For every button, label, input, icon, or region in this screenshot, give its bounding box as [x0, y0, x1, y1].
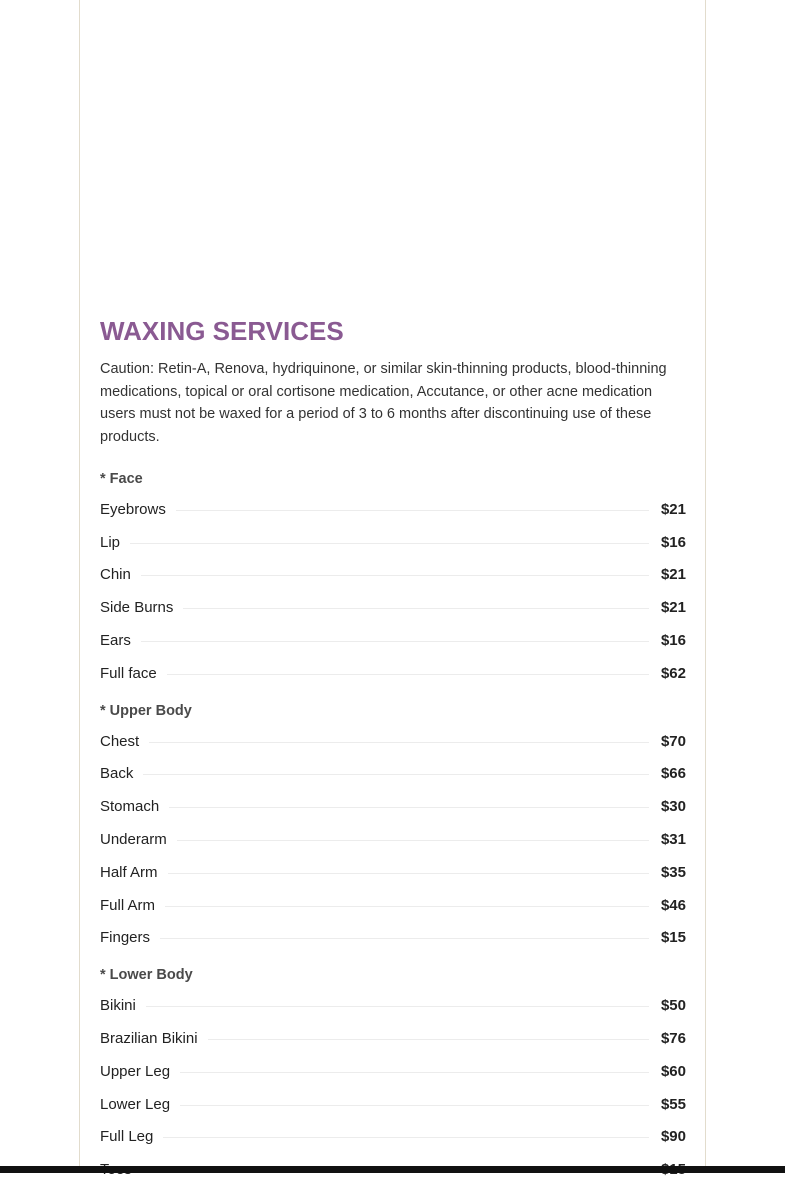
service-price: $16: [660, 632, 686, 650]
service-price: $90: [660, 1128, 686, 1146]
service-row-bikini: [100, 989, 686, 1022]
waxing-services-section: [100, 313, 686, 1186]
service-name: Bikini: [100, 997, 136, 1015]
category-lower-body: * Lower Body: [100, 967, 193, 984]
service-name: Underarm: [100, 831, 167, 849]
service-price: $30: [660, 798, 686, 816]
leader-line: [183, 608, 649, 609]
leader-line: [143, 774, 649, 775]
service-row-stomach: [100, 790, 686, 823]
page-frame: [79, 0, 706, 1173]
service-row-fingers: [100, 922, 686, 955]
service-name: Ears: [100, 632, 131, 650]
service-row-eyebrows: [100, 493, 686, 526]
leader-line: [167, 674, 649, 675]
service-row-chest: [100, 725, 686, 758]
service-price: $55: [660, 1095, 686, 1113]
service-price: $21: [660, 599, 686, 617]
service-name: Half Arm: [100, 863, 158, 881]
service-price: $50: [660, 997, 686, 1015]
service-name: Back: [100, 765, 134, 783]
service-name: Full Leg: [100, 1128, 154, 1146]
service-name: Lower Leg: [100, 1095, 171, 1113]
service-row-underarm: [100, 823, 686, 856]
service-price: $46: [660, 896, 686, 914]
leader-line: [141, 641, 649, 642]
leader-line: [160, 938, 649, 939]
service-name: Chest: [100, 732, 140, 750]
service-price: $35: [660, 863, 686, 881]
leader-line: [176, 510, 649, 511]
service-name: Full face: [100, 664, 157, 682]
leader-line: [180, 1072, 649, 1073]
bottom-bar: [0, 1166, 785, 1173]
service-price: $21: [660, 500, 686, 518]
lower-body-services-list: [100, 989, 686, 1186]
service-row-full-arm: [100, 889, 686, 922]
service-row-brazilian-bikini: [100, 1022, 686, 1055]
service-row-full-leg: [100, 1121, 686, 1154]
service-price: $60: [660, 1062, 686, 1080]
service-row-ears: [100, 624, 686, 657]
service-row-side-burns: [100, 591, 686, 624]
service-row-upper-leg: [100, 1055, 686, 1088]
service-name: Chin: [100, 566, 131, 584]
service-row-lower-leg: [100, 1088, 686, 1121]
leader-line: [208, 1039, 649, 1040]
service-price: $15: [660, 929, 686, 947]
upper-body-services-list: [100, 725, 686, 955]
leader-line: [180, 1105, 649, 1106]
leader-line: [168, 873, 649, 874]
service-name: Upper Leg: [100, 1062, 171, 1080]
leader-line: [163, 1137, 649, 1138]
category-face: * Face: [100, 471, 143, 487]
service-row-full-face: [100, 657, 686, 690]
service-row-half-arm: [100, 856, 686, 889]
service-row-chin: [100, 559, 686, 592]
caution-text: Caution: Retin-A, Renova, hydriquinone, or similar skin-thinning products, blood-thinning medications, topical or oral cortisone medication, Accutance, or other acne medication users must not be waxed for a period of 3 to 6 months after discontinuing use of these products.: [100, 361, 667, 445]
service-name: Lip: [100, 533, 121, 551]
leader-line: [141, 575, 649, 576]
service-price: $70: [660, 732, 686, 750]
service-name: Eyebrows: [100, 500, 166, 518]
service-name: Fingers: [100, 929, 151, 947]
face-services-list: [100, 493, 686, 690]
leader-line: [169, 807, 649, 808]
service-price: $16: [660, 533, 686, 551]
service-name: Side Burns: [100, 599, 174, 617]
service-row-lip: [100, 526, 686, 559]
leader-line: [130, 543, 649, 544]
service-name: Brazilian Bikini: [100, 1030, 198, 1048]
service-price: $66: [660, 765, 686, 783]
leader-line: [146, 1006, 649, 1007]
service-name: Stomach: [100, 798, 160, 816]
service-price: $76: [660, 1030, 686, 1048]
leader-line: [149, 742, 649, 743]
section-title: WAXING SERVICES: [100, 316, 344, 346]
service-row-back: [100, 758, 686, 791]
service-price: $31: [660, 831, 686, 849]
category-upper-body: * Upper Body: [100, 702, 192, 719]
service-price: $21: [660, 566, 686, 584]
service-name: Full Arm: [100, 896, 156, 914]
service-price: $62: [660, 664, 686, 682]
leader-line: [177, 840, 649, 841]
leader-line: [165, 906, 649, 907]
